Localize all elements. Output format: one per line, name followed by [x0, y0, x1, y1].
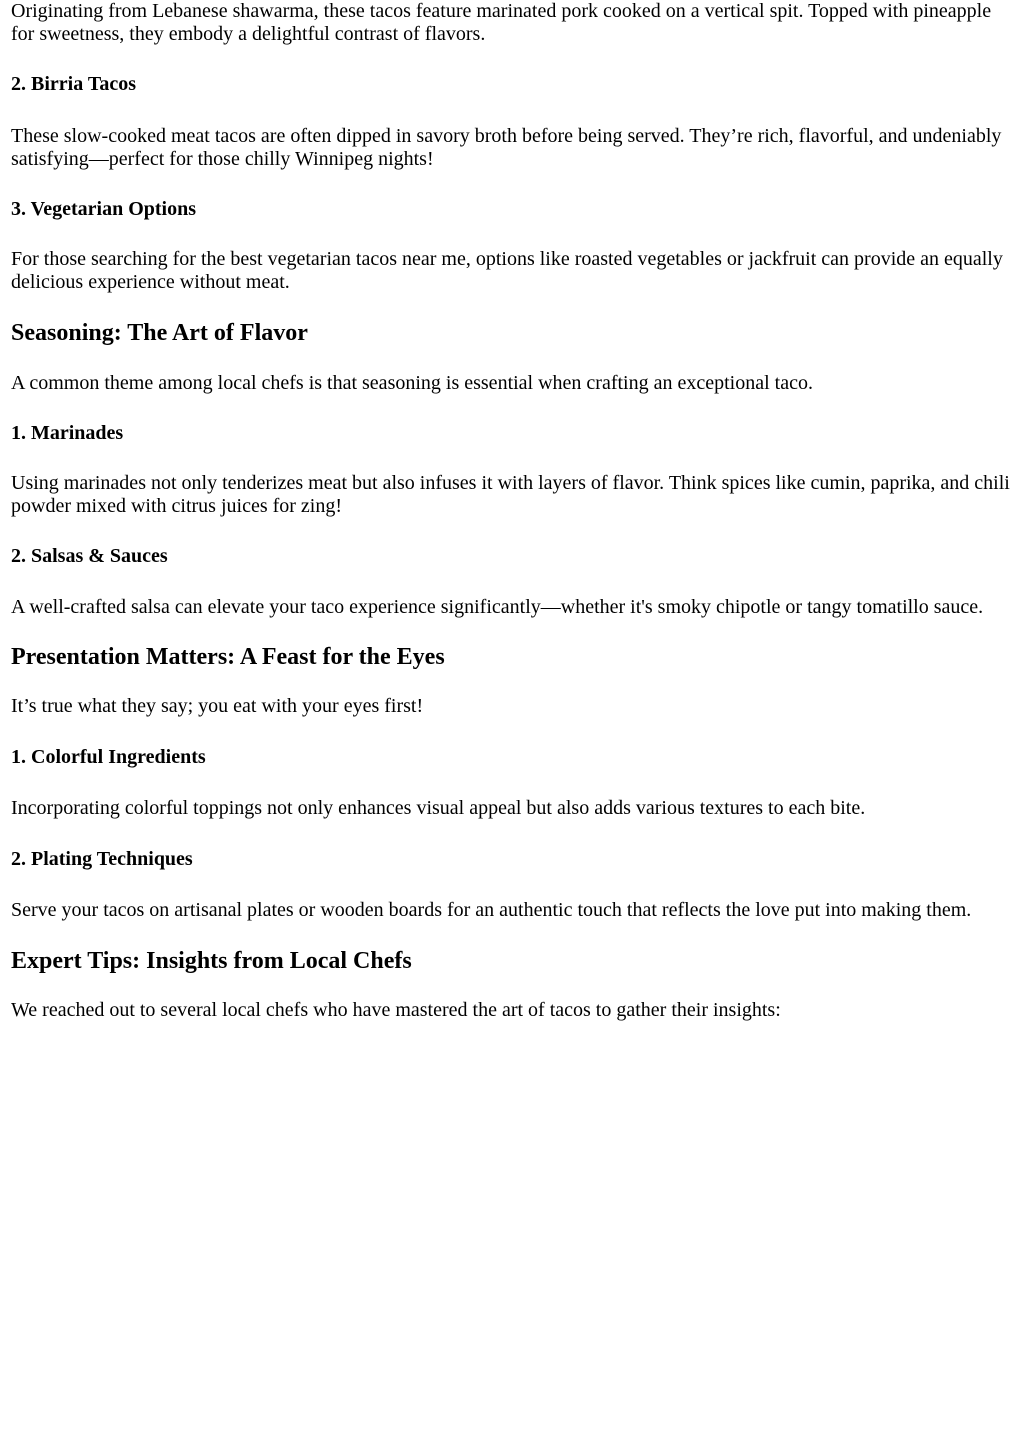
al-pastor-description: Originating from Lebanese shawarma, these tacos feature marinated pork cooked on a vertical spit. Topped with pineapple for sweetness, they embody a delightful contrast of flavors.	[11, 0, 992, 45]
expert-tips-intro: We reached out to several local chefs who have mastered the art of tacos to gather their insights:	[11, 999, 781, 1021]
presentation-heading: Presentation Matters: A Feast for the Eyes	[11, 644, 445, 670]
colorful-ingredients-heading: 1. Colorful Ingredients	[11, 746, 206, 768]
birria-tacos-description: These slow-cooked meat tacos are often dipped in savory broth before being served. They’re rich, flavorful, and undeniably satisfying—perfect for those chilly Winnipeg nights!	[11, 125, 1002, 170]
salsas-description: A well-crafted salsa can elevate your taco experience significantly—whether it's smoky chipotle or tangy tomatillo sauce.	[11, 596, 984, 618]
marinades-description: Using marinades not only tenderizes meat but also infuses it with layers of flavor. Think spices like cumin, paprika, and chili powder mixed with citrus juices for zing!	[11, 472, 1010, 517]
expert-tips-heading: Expert Tips: Insights from Local Chefs	[11, 948, 412, 974]
marinades-heading: 1. Marinades	[11, 422, 124, 444]
presentation-intro: It’s true what they say; you eat with your eyes first!	[11, 695, 424, 717]
seasoning-heading: Seasoning: The Art of Flavor	[11, 320, 308, 346]
seasoning-intro: A common theme among local chefs is that seasoning is essential when crafting an exceptional taco.	[11, 372, 813, 394]
plating-techniques-heading: 2. Plating Techniques	[11, 848, 193, 870]
birria-tacos-heading: 2. Birria Tacos	[11, 73, 137, 95]
vegetarian-options-heading: 3. Vegetarian Options	[11, 198, 197, 220]
plating-techniques-description: Serve your tacos on artisanal plates or wooden boards for an authentic touch that reflects the love put into making them.	[11, 899, 972, 921]
colorful-ingredients-description: Incorporating colorful toppings not only enhances visual appeal but also adds various textures to each bite.	[11, 797, 866, 819]
vegetarian-options-description: For those searching for the best vegetarian tacos near me, options like roasted vegetables or jackfruit can provide an equally delicious experience without meat.	[11, 248, 1003, 293]
salsas-heading: 2. Salsas & Sauces	[11, 545, 168, 567]
